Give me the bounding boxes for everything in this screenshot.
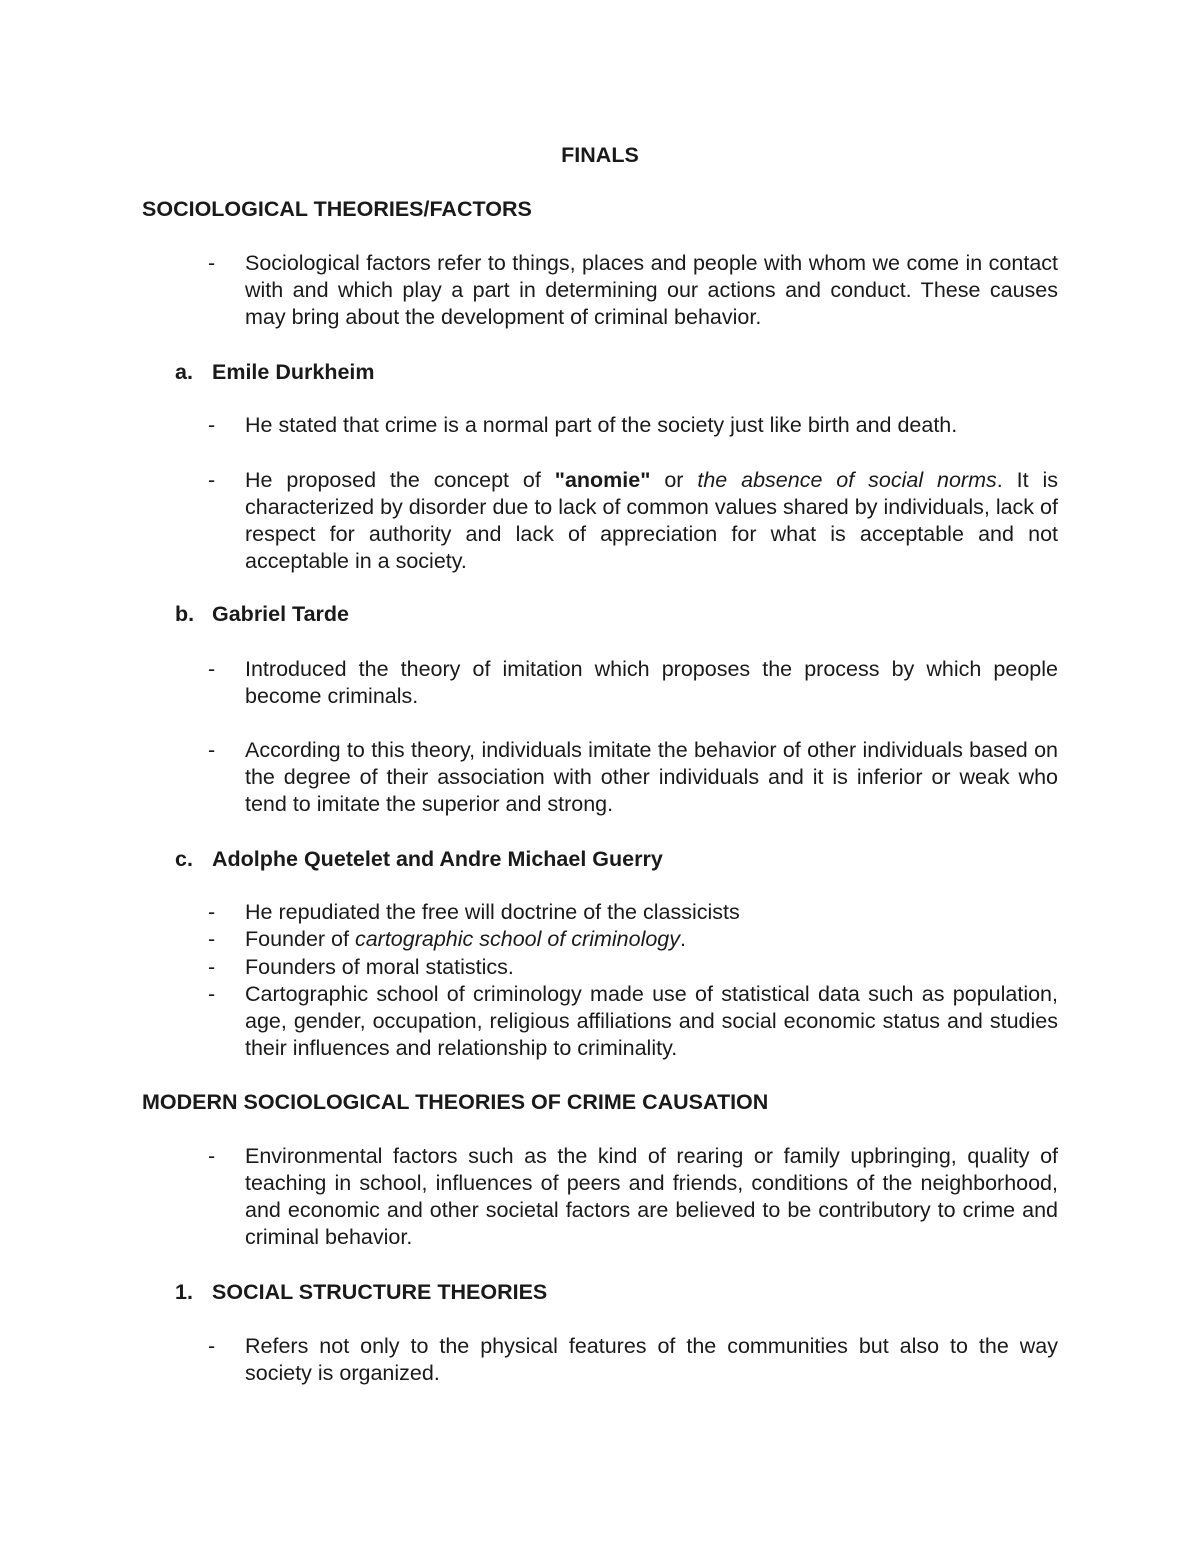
text-run: . It is characterized by disorder due to lack of common values shared by individuals, lack of respect for authority and lack of appreciation for what is acceptable and not acceptable in a society. <box>245 468 1058 573</box>
list-item <box>208 926 1058 953</box>
dash-bullet: - <box>208 251 216 275</box>
section-heading-sociological-theories: SOCIOLOGICAL THEORIES/FACTORS <box>142 197 532 221</box>
list-item <box>208 1333 1058 1387</box>
dash-bullet: - <box>208 927 216 951</box>
list-item <box>208 467 1058 575</box>
item-text: Sociological factors refer to things, places and people with whom we come in contact with and which play a part in determining our actions and conduct. These causes may bring about the development of criminal behavior. <box>245 251 1058 329</box>
section-heading-modern-theories: MODERN SOCIOLOGICAL THEORIES OF CRIME CAUSATION <box>142 1090 769 1114</box>
dash-bullet: - <box>208 900 216 924</box>
item-text: Introduced the theory of imitation which proposes the process by which people become criminals. <box>245 657 1058 708</box>
text-run: or <box>650 468 698 492</box>
item-text: Environmental factors such as the kind of rearing or family upbringing, quality of teaching in school, influences of peers and friends, conditions of the neighborhood, and economic and other societal factors are believed to be contributory to crime and criminal behavior. <box>245 1144 1058 1249</box>
item-text <box>245 467 1058 575</box>
subheading-label: Emile Durkheim <box>212 360 375 384</box>
list-item <box>208 250 1058 331</box>
subheading-label: Adolphe Quetelet and Andre Michael Guerry <box>212 847 663 871</box>
dash-bullet: - <box>208 738 216 762</box>
subheading-durkheim <box>175 359 375 386</box>
dash-bullet: - <box>208 955 216 979</box>
term-cartographic-school: cartographic school of criminology <box>354 927 681 951</box>
list-item <box>208 656 1058 710</box>
subheading-label: Gabriel Tarde <box>212 602 350 626</box>
subheading-social-structure <box>175 1279 547 1306</box>
term-anomie: "anomie" <box>554 468 651 492</box>
list-item <box>208 899 1058 926</box>
page-title: FINALS <box>561 143 639 167</box>
subheading-marker: c. <box>175 847 193 871</box>
list-item <box>208 954 1058 981</box>
list-item <box>208 1143 1058 1251</box>
text-run: He proposed the concept of <box>245 468 555 492</box>
dash-bullet: - <box>208 1334 216 1358</box>
dash-bullet: - <box>208 468 216 492</box>
dash-bullet: - <box>208 657 216 681</box>
item-text: Founders of moral statistics. <box>245 955 514 979</box>
dash-bullet: - <box>208 413 216 437</box>
list-item <box>208 737 1058 818</box>
subheading-label: SOCIAL STRUCTURE THEORIES <box>212 1280 548 1304</box>
subheading-tarde <box>175 601 349 628</box>
item-text: He repudiated the free will doctrine of the classicists <box>245 900 740 924</box>
list-item <box>208 412 1058 439</box>
text-run: Founder of <box>245 927 355 951</box>
subheading-marker: b. <box>175 602 195 626</box>
subheading-marker: a. <box>175 360 193 384</box>
item-text: Cartographic school of criminology made use of statistical data such as population, age, gender, occupation, religious affiliations and social economic status and studies their influences and relationship to criminality. <box>245 982 1058 1060</box>
item-text: According to this theory, individuals imitate the behavior of other individuals based on the degree of their association with other individuals and it is inferior or weak who tend to imitate the superior and strong. <box>245 738 1058 816</box>
list-item <box>208 981 1058 1062</box>
term-definition: the absence of social norms <box>697 468 997 492</box>
item-text <box>245 926 1058 953</box>
dash-bullet: - <box>208 1144 216 1168</box>
dash-bullet: - <box>208 982 216 1006</box>
item-text: He stated that crime is a normal part of the society just like birth and death. <box>245 413 958 437</box>
subheading-marker: 1. <box>175 1280 193 1304</box>
item-text: Refers not only to the physical features of the communities but also to the way society is organized. <box>245 1334 1058 1385</box>
text-run: . <box>680 927 686 951</box>
subheading-quetelet <box>175 846 663 873</box>
